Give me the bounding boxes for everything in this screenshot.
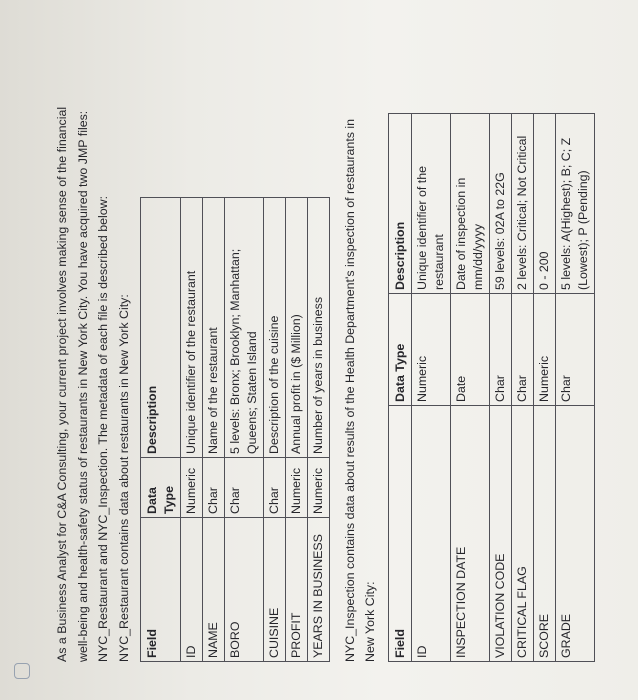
table-row	[411, 114, 450, 662]
cell-description: Date of inspection in mm/dd/yyyy	[450, 114, 489, 294]
cell-field: ID	[180, 518, 202, 662]
cell-type: Numeric	[533, 294, 555, 406]
question-content	[46, 82, 606, 662]
table-row	[224, 198, 263, 662]
table-row	[285, 198, 307, 662]
expand-toggle-icon[interactable]	[14, 663, 30, 679]
cell-field: SCORE	[533, 406, 555, 662]
cell-description: Unique identifier of the restaurant	[180, 198, 202, 458]
cell-field: PROFIT	[285, 518, 307, 662]
table-header-row	[140, 198, 180, 662]
cell-type: Numeric	[180, 458, 202, 518]
cell-type: Char	[202, 458, 224, 518]
cell-type: Char	[489, 294, 511, 406]
header-data-type: Data Type	[140, 458, 180, 518]
cell-description: 5 levels: Bronx; Brooklyn; Manhattan; Queens; Staten Island	[224, 198, 263, 458]
table-row	[202, 198, 224, 662]
intro-paragraph: As a Business Analyst for C&A Consulting, your current project involves making sense of the financial well-being and health-safety status of restaurants in New York City. You have acquired two JMP files: NYC_Restaurant and NYC_Inspection. The metadata of each file is described below:	[55, 106, 110, 662]
header-description: Description	[140, 198, 180, 458]
cell-field: CUISINE	[263, 518, 285, 662]
cell-description: Annual profit in ($ Million)	[285, 198, 307, 458]
inspection-intro: NYC_Inspection contains data about results of the Health Department's inspection of restaurants in New York City:	[342, 118, 377, 662]
restaurant-intro: NYC_Restaurant contains data about restaurants in New York City:	[116, 294, 131, 662]
cell-field: ID	[411, 406, 450, 662]
cell-type: Char	[263, 458, 285, 518]
inspection-table	[388, 113, 595, 662]
cell-type: Char	[224, 458, 263, 518]
cell-type: Numeric	[307, 458, 329, 518]
header-field: Field	[140, 518, 180, 662]
table-row	[307, 198, 329, 662]
header-data-type: Data Type	[388, 294, 411, 406]
table-header-row	[388, 114, 411, 662]
cell-field: GRADE	[555, 406, 594, 662]
cell-field: BORO	[224, 518, 263, 662]
cell-field: NAME	[202, 518, 224, 662]
cell-field: VIOLATION CODE	[489, 406, 511, 662]
table-row	[489, 114, 511, 662]
cell-description: Description of the cuisine	[263, 198, 285, 458]
cell-description: 5 levels: A(Highest); B; C; Z (Lowest); P (Pending)	[555, 114, 594, 294]
cell-description: Number of years in business	[307, 198, 329, 458]
cell-type: Numeric	[285, 458, 307, 518]
cell-description: 2 levels: Critical; Not Critical	[511, 114, 533, 294]
table-row	[180, 198, 202, 662]
cell-type: Char	[555, 294, 594, 406]
header-field: Field	[388, 406, 411, 662]
cell-type: Date	[450, 294, 489, 406]
table-row	[263, 198, 285, 662]
cell-type: Char	[511, 294, 533, 406]
cell-description: Unique identifier of the restaurant	[411, 114, 450, 294]
cell-field: INSPECTION DATE	[450, 406, 489, 662]
restaurant-table	[140, 197, 330, 662]
table-row	[555, 114, 594, 662]
table-row	[511, 114, 533, 662]
cell-type: Numeric	[411, 294, 450, 406]
cell-description: Name of the restaurant	[202, 198, 224, 458]
cell-field: YEARS IN BUSINESS	[307, 518, 329, 662]
header-description: Description	[388, 114, 411, 294]
table-row	[450, 114, 489, 662]
cell-description: 59 levels: 02A to 22G	[489, 114, 511, 294]
cell-description: 0 - 200	[533, 114, 555, 294]
cell-field: CRITICAL FLAG	[511, 406, 533, 662]
table-row	[533, 114, 555, 662]
